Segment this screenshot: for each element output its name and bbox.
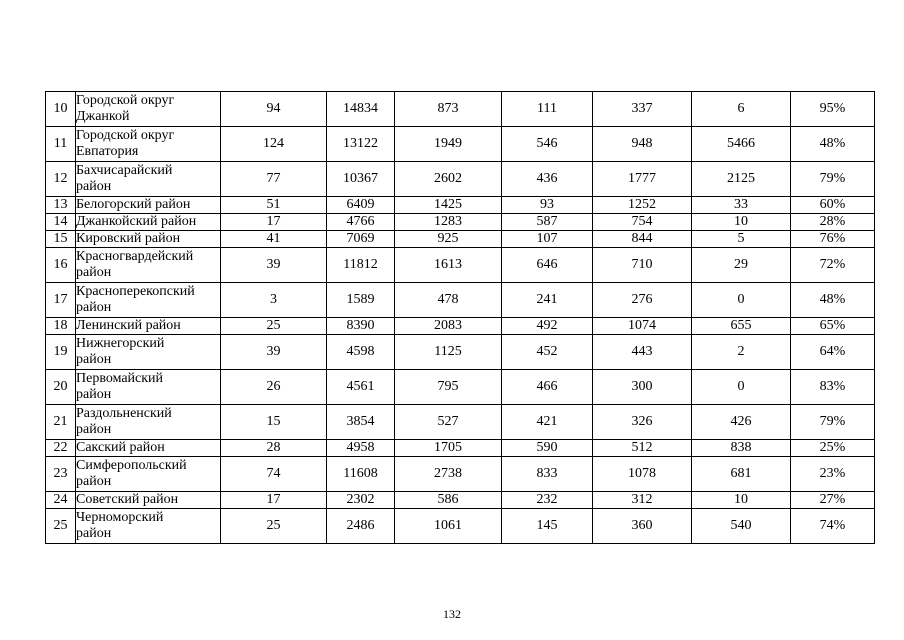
col-7-value: 443: [593, 335, 692, 370]
district-name-line: район: [76, 422, 112, 437]
col-4-value: 10367: [327, 162, 395, 197]
col-4-value: 7069: [327, 231, 395, 248]
row-number: 25: [46, 509, 76, 544]
col-6-value: 421: [502, 405, 593, 440]
row-number: 17: [46, 283, 76, 318]
row-number: 23: [46, 457, 76, 492]
district-name: [76, 318, 221, 335]
page-number: 132: [443, 607, 461, 621]
col-7-value: 300: [593, 370, 692, 405]
col-7-value: 276: [593, 283, 692, 318]
col-7-value: 844: [593, 231, 692, 248]
col-8-value: 10: [692, 492, 791, 509]
col-7-value: 1777: [593, 162, 692, 197]
row-number: 24: [46, 492, 76, 509]
row-number: 12: [46, 162, 76, 197]
col-9-percent: 48%: [791, 127, 875, 162]
col-7-value: 754: [593, 214, 692, 231]
col-5-value: 1425: [395, 197, 502, 214]
table-row: [46, 214, 875, 231]
col-8-value: 0: [692, 283, 791, 318]
district-name-line: Кировский район: [76, 231, 181, 246]
col-3-value: 124: [221, 127, 327, 162]
district-name: [76, 248, 221, 283]
col-4-value: 11608: [327, 457, 395, 492]
col-6-value: 436: [502, 162, 593, 197]
col-4-value: 3854: [327, 405, 395, 440]
district-name: [76, 92, 221, 127]
row-number: 11: [46, 127, 76, 162]
col-3-value: 74: [221, 457, 327, 492]
district-name-line: район: [76, 179, 112, 194]
col-5-value: 527: [395, 405, 502, 440]
row-number: 10: [46, 92, 76, 127]
col-5-value: 1613: [395, 248, 502, 283]
col-5-value: 2602: [395, 162, 502, 197]
col-5-value: 795: [395, 370, 502, 405]
col-7-value: 1252: [593, 197, 692, 214]
col-6-value: 93: [502, 197, 593, 214]
district-name: [76, 283, 221, 318]
col-6-value: 646: [502, 248, 593, 283]
table-row: [46, 440, 875, 457]
col-4-value: 4561: [327, 370, 395, 405]
district-name-line: район: [76, 526, 112, 541]
col-3-value: 25: [221, 318, 327, 335]
table-row: [46, 509, 875, 544]
table-row: [46, 231, 875, 248]
col-6-value: 587: [502, 214, 593, 231]
district-name-line: Раздольненский: [76, 406, 172, 421]
col-9-percent: 72%: [791, 248, 875, 283]
col-8-value: 2125: [692, 162, 791, 197]
col-3-value: 26: [221, 370, 327, 405]
col-5-value: 925: [395, 231, 502, 248]
col-7-value: 337: [593, 92, 692, 127]
col-8-value: 540: [692, 509, 791, 544]
district-name-line: район: [76, 265, 112, 280]
col-7-value: 710: [593, 248, 692, 283]
col-9-percent: 60%: [791, 197, 875, 214]
district-name-line: Сакский район: [76, 440, 165, 455]
col-7-value: 326: [593, 405, 692, 440]
table-row: [46, 248, 875, 283]
district-name: [76, 197, 221, 214]
district-name: [76, 509, 221, 544]
table-row: [46, 335, 875, 370]
col-9-percent: 65%: [791, 318, 875, 335]
table-row: [46, 162, 875, 197]
col-3-value: 39: [221, 335, 327, 370]
col-6-value: 111: [502, 92, 593, 127]
district-name-line: район: [76, 300, 112, 315]
col-5-value: 1125: [395, 335, 502, 370]
col-6-value: 241: [502, 283, 593, 318]
district-name: [76, 370, 221, 405]
col-6-value: 466: [502, 370, 593, 405]
col-4-value: 4598: [327, 335, 395, 370]
col-4-value: 13122: [327, 127, 395, 162]
table-row: [46, 197, 875, 214]
district-name: [76, 214, 221, 231]
col-3-value: 3: [221, 283, 327, 318]
table-row: [46, 405, 875, 440]
district-name-line: Городской округ: [76, 128, 175, 143]
table-row: [46, 318, 875, 335]
col-4-value: 11812: [327, 248, 395, 283]
col-4-value: 2302: [327, 492, 395, 509]
col-4-value: 4958: [327, 440, 395, 457]
col-9-percent: 79%: [791, 162, 875, 197]
district-name-line: Симферопольский: [76, 458, 187, 473]
col-8-value: 5: [692, 231, 791, 248]
district-name: [76, 457, 221, 492]
col-7-value: 1074: [593, 318, 692, 335]
col-3-value: 94: [221, 92, 327, 127]
col-6-value: 590: [502, 440, 593, 457]
col-6-value: 833: [502, 457, 593, 492]
col-4-value: 14834: [327, 92, 395, 127]
district-name-line: Белогорский район: [76, 197, 191, 212]
district-name-line: район: [76, 387, 112, 402]
col-5-value: 478: [395, 283, 502, 318]
col-8-value: 10: [692, 214, 791, 231]
row-number: 21: [46, 405, 76, 440]
col-3-value: 77: [221, 162, 327, 197]
col-6-value: 145: [502, 509, 593, 544]
district-name-line: Нижнегорский: [76, 336, 165, 351]
col-3-value: 51: [221, 197, 327, 214]
col-9-percent: 95%: [791, 92, 875, 127]
row-number: 18: [46, 318, 76, 335]
district-name-line: Ленинский район: [76, 318, 181, 333]
row-number: 19: [46, 335, 76, 370]
col-4-value: 1589: [327, 283, 395, 318]
col-9-percent: 83%: [791, 370, 875, 405]
row-number: 22: [46, 440, 76, 457]
district-name-line: Городской округ: [76, 93, 175, 108]
col-6-value: 232: [502, 492, 593, 509]
table-row: [46, 492, 875, 509]
district-name-line: Евпатория: [76, 144, 139, 159]
col-9-percent: 27%: [791, 492, 875, 509]
district-name-line: Черноморский: [76, 510, 164, 525]
col-5-value: 2083: [395, 318, 502, 335]
district-name-line: Первомайский: [76, 371, 164, 386]
col-7-value: 360: [593, 509, 692, 544]
col-5-value: 1061: [395, 509, 502, 544]
row-number: 16: [46, 248, 76, 283]
col-7-value: 1078: [593, 457, 692, 492]
col-8-value: 426: [692, 405, 791, 440]
col-4-value: 8390: [327, 318, 395, 335]
district-name-line: Бахчисарайский: [76, 163, 173, 178]
row-number: 20: [46, 370, 76, 405]
table-row: [46, 127, 875, 162]
col-8-value: 6: [692, 92, 791, 127]
row-number: 13: [46, 197, 76, 214]
district-name: [76, 127, 221, 162]
col-9-percent: 28%: [791, 214, 875, 231]
row-number: 14: [46, 214, 76, 231]
table-body: [46, 92, 875, 544]
col-3-value: 17: [221, 492, 327, 509]
col-8-value: 2: [692, 335, 791, 370]
col-3-value: 28: [221, 440, 327, 457]
table-row: [46, 92, 875, 127]
col-5-value: 1949: [395, 127, 502, 162]
col-8-value: 0: [692, 370, 791, 405]
col-9-percent: 64%: [791, 335, 875, 370]
col-8-value: 5466: [692, 127, 791, 162]
table-row: [46, 283, 875, 318]
col-6-value: 492: [502, 318, 593, 335]
col-5-value: 873: [395, 92, 502, 127]
col-5-value: 1283: [395, 214, 502, 231]
col-8-value: 33: [692, 197, 791, 214]
col-8-value: 838: [692, 440, 791, 457]
col-7-value: 948: [593, 127, 692, 162]
col-6-value: 546: [502, 127, 593, 162]
district-name: [76, 162, 221, 197]
district-name-line: Красногвардейский: [76, 249, 194, 264]
row-number: 15: [46, 231, 76, 248]
district-name-line: Джанкой: [76, 109, 130, 124]
col-9-percent: 25%: [791, 440, 875, 457]
district-name: [76, 440, 221, 457]
col-7-value: 312: [593, 492, 692, 509]
district-name: [76, 492, 221, 509]
col-6-value: 452: [502, 335, 593, 370]
col-8-value: 655: [692, 318, 791, 335]
district-name: [76, 405, 221, 440]
col-5-value: 586: [395, 492, 502, 509]
col-5-value: 2738: [395, 457, 502, 492]
col-9-percent: 23%: [791, 457, 875, 492]
col-8-value: 29: [692, 248, 791, 283]
col-3-value: 41: [221, 231, 327, 248]
col-4-value: 6409: [327, 197, 395, 214]
col-3-value: 17: [221, 214, 327, 231]
col-7-value: 512: [593, 440, 692, 457]
col-9-percent: 74%: [791, 509, 875, 544]
district-name-line: Джанкойский район: [76, 214, 197, 229]
col-4-value: 4766: [327, 214, 395, 231]
district-name-line: Советский район: [76, 492, 179, 507]
col-6-value: 107: [502, 231, 593, 248]
table-row: [46, 370, 875, 405]
table-row: [46, 457, 875, 492]
district-name: [76, 231, 221, 248]
district-name-line: район: [76, 474, 112, 489]
district-name: [76, 335, 221, 370]
col-8-value: 681: [692, 457, 791, 492]
col-3-value: 15: [221, 405, 327, 440]
district-name-line: Красноперекопский: [76, 284, 195, 299]
col-4-value: 2486: [327, 509, 395, 544]
col-5-value: 1705: [395, 440, 502, 457]
col-3-value: 39: [221, 248, 327, 283]
col-9-percent: 76%: [791, 231, 875, 248]
district-name-line: район: [76, 352, 112, 367]
col-9-percent: 48%: [791, 283, 875, 318]
col-9-percent: 79%: [791, 405, 875, 440]
statistics-table: [45, 91, 875, 544]
col-3-value: 25: [221, 509, 327, 544]
